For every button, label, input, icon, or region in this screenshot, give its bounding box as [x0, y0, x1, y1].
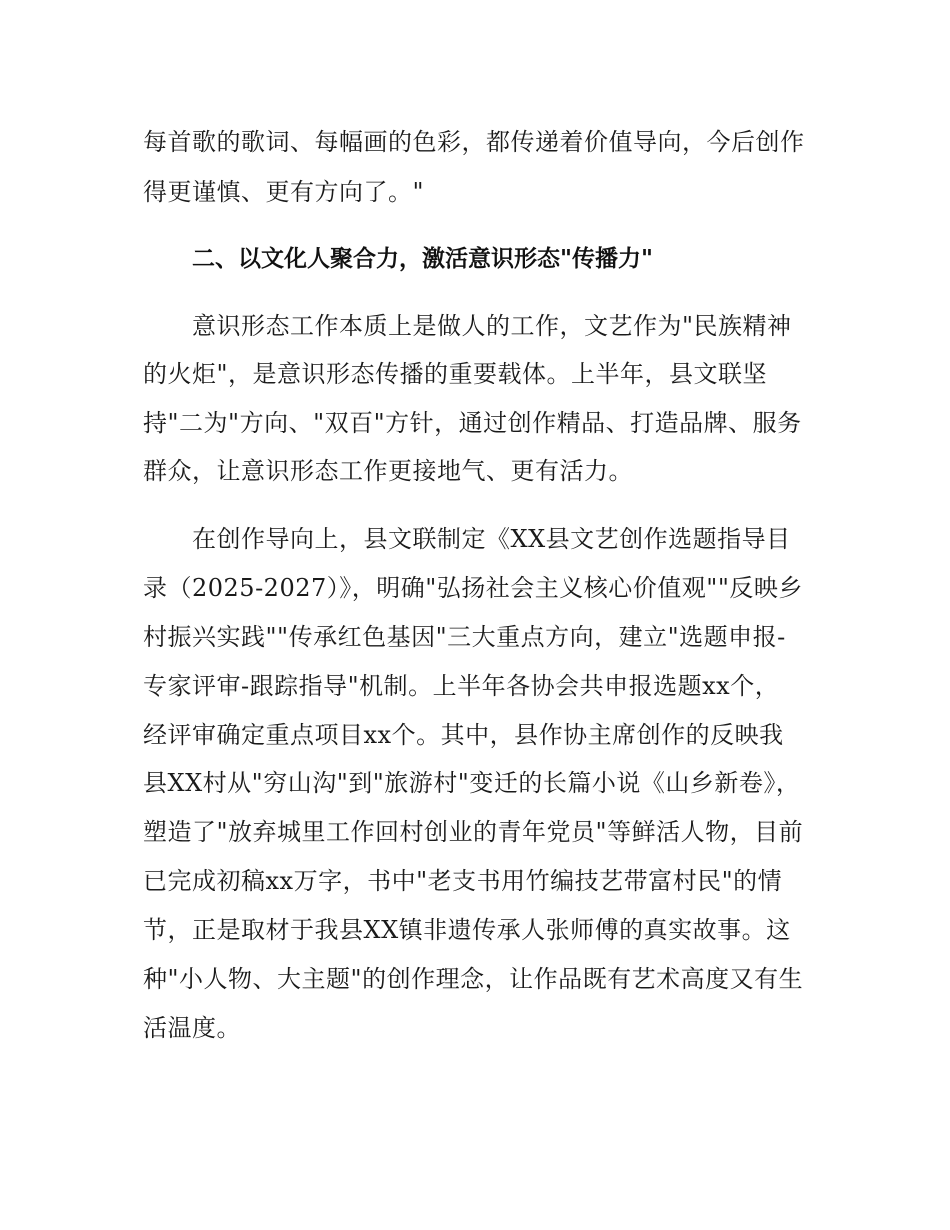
- paragraph-line: 每首歌的歌词、每幅画的色彩，都传递着价值导向，今后创作: [143, 128, 805, 156]
- paragraph-line: 经评审确定重点项目xx个。其中，县作协主席创作的反映我: [143, 721, 784, 749]
- paragraph-line: 意识形态工作本质上是做人的工作，文艺作为"民族精神: [192, 312, 792, 340]
- paragraph-line: 塑造了"放弃城里工作回村创业的青年党员"等鲜活人物，目前: [143, 818, 804, 846]
- paragraph-line: 得更谨慎、更有方向了。": [143, 178, 425, 206]
- paragraph-line: 专家评审-跟踪指导"机制。上半年各协会共申报选题xx个，: [143, 672, 780, 700]
- paragraph-line: 已完成初稿xx万字，书中"老支书用竹编技艺带富村民"的情: [143, 867, 783, 895]
- paragraph-line: 群众，让意识形态工作更接地气、更有活力。: [143, 457, 633, 485]
- paragraph-line: 的火炬"，是意识形态传播的重要载体。上半年，县文联坚: [143, 360, 768, 388]
- paragraph-line: 县XX村从"穷山沟"到"旅游村"变迁的长篇小说《山乡新卷》，: [143, 769, 801, 797]
- paragraph-line: 村振兴实践""传承红色基因"三大重点方向，建立"选题申报-: [143, 623, 786, 651]
- paragraph-line: 活温度。: [143, 1014, 241, 1042]
- paragraph-line: 种"小人物、大主题"的创作理念，让作品既有艺术高度又有生: [143, 965, 804, 993]
- section-heading: 二、以文化人聚合力，激活意识形态"传播力": [192, 246, 653, 272]
- paragraph-line: 在创作导向上，县文联制定《XX县文艺创作选题指导目: [192, 525, 791, 553]
- paragraph-line: 持"二为"方向、"双百"方针，通过创作精品、打造品牌、服务: [143, 409, 802, 437]
- paragraph-line: 录（2025-2027）》，明确"弘扬社会主义核心价值观""反映乡: [143, 574, 803, 602]
- paragraph-line: 节，正是取材于我县XX镇非遗传承人张师傅的真实故事。这: [143, 916, 791, 944]
